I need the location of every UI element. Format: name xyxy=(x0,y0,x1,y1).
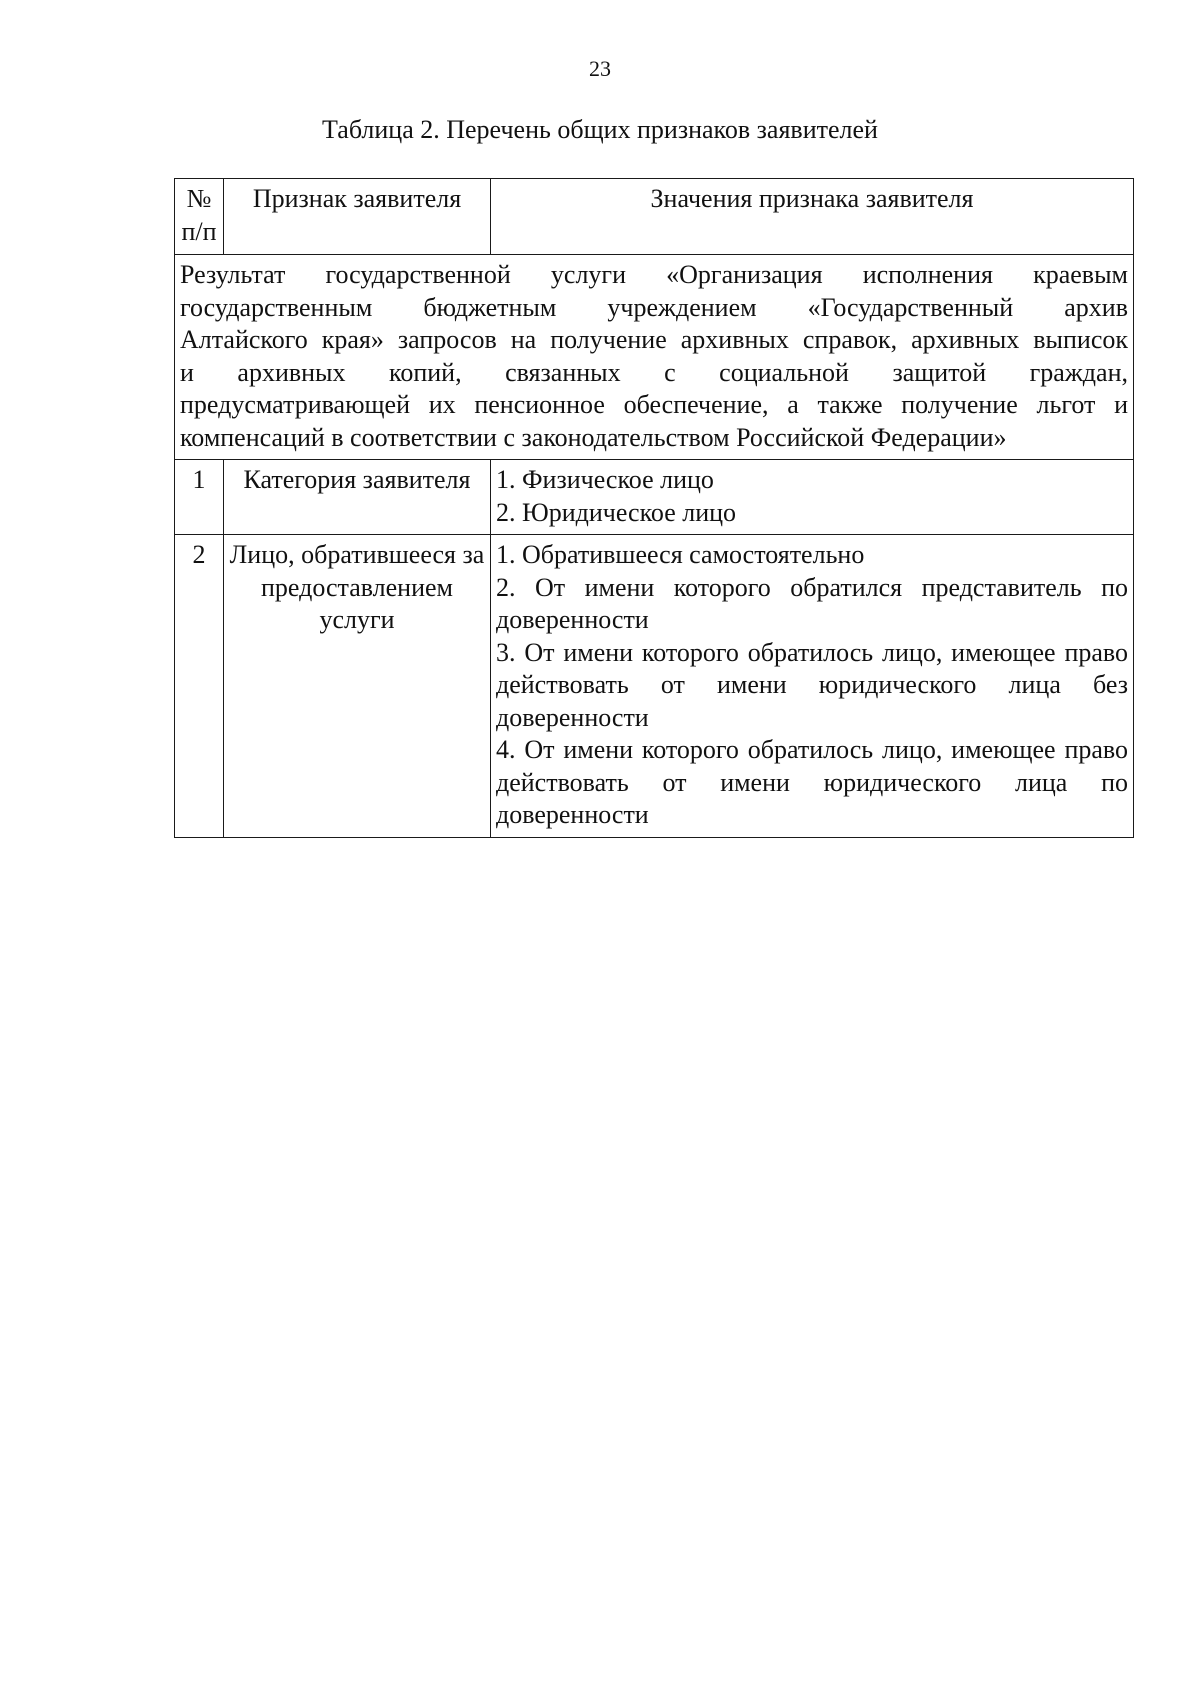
table-header-row xyxy=(175,179,1134,255)
section-line: государственным бюджетным учреждением «Государственный архив xyxy=(180,292,1128,322)
header-values: Значения признака заявителя xyxy=(491,179,1134,255)
page-number: 23 xyxy=(589,56,611,81)
row-num: 1 xyxy=(175,460,224,535)
section-line: Алтайского края» запросов на получение архивных справок, архивных выписок xyxy=(180,325,1128,354)
applicant-attributes-table xyxy=(174,178,1134,838)
section-line: предусматривающей их пенсионное обеспечение, а также получение льгот и xyxy=(180,390,1128,419)
value-item: 4. От имени которого обратилось лицо, имеющее право действовать от имени юридического лица по доверенности xyxy=(496,735,1128,829)
section-line: Результат государственной услуги «Организация исполнения краевым xyxy=(180,260,1128,289)
value-item: 3. От имени которого обратилось лицо, имеющее право действовать от имени юридического лица без доверенности xyxy=(496,637,1128,732)
header-attribute: Признак заявителя xyxy=(224,179,491,255)
section-row xyxy=(175,255,1134,460)
value-item: 2. От имени которого обратился представитель по доверенности xyxy=(496,572,1128,634)
table-title: Таблица 2. Перечень общих признаков заявителей xyxy=(322,115,878,144)
row-values xyxy=(491,460,1134,535)
table-row xyxy=(175,460,1134,535)
value-item: 1. Обратившееся самостоятельно xyxy=(496,540,865,569)
row-num: 2 xyxy=(175,535,224,838)
value-item: 1. Физическое лицо xyxy=(496,465,714,494)
value-item: 2. Юридическое лицо xyxy=(496,497,737,527)
header-num: № п/п xyxy=(175,179,224,255)
section-line: и архивных копий, связанных с социальной защитой граждан, xyxy=(180,357,1128,387)
section-line: компенсаций в соответствии с законодательством Российской Федерации» xyxy=(180,422,1007,452)
row-values xyxy=(491,535,1134,838)
table-row xyxy=(175,535,1134,838)
row-attribute: Категория заявителя xyxy=(224,460,491,535)
row-attribute: Лицо, обратившееся за предоставлением услуги xyxy=(224,535,491,838)
section-cell xyxy=(175,255,1134,460)
